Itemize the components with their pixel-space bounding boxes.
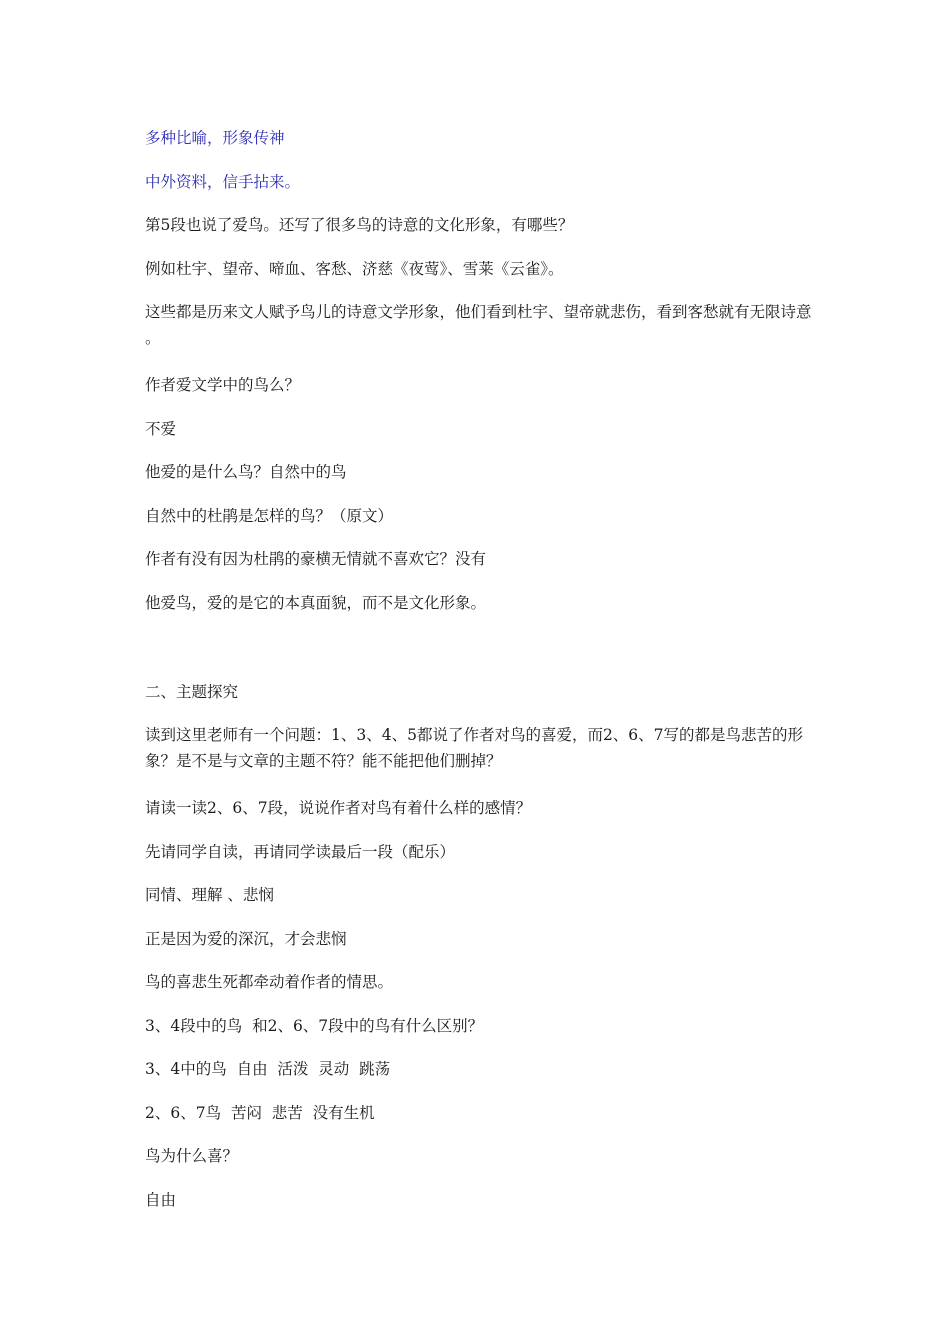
paragraph-10: 作者有没有因为杜鹃的豪横无情就不喜欢它？没有 (145, 550, 487, 568)
paragraph-16: 同情、理解 、悲悯 (145, 886, 274, 904)
paragraph-20: 3、4中的鸟 自由 活泼 灵动 跳荡 (145, 1060, 391, 1078)
paragraph-14: 请读一读2、6、7段，说说作者对鸟有着什么样的感情？ (145, 799, 532, 817)
paragraph-8: 他爱的是什么鸟？自然中的鸟 (145, 463, 347, 481)
paragraph-5: 这些都是历来文人赋予鸟儿的诗意文学形象，他们看到杜宇、望帝就悲伤，看到客愁就有无限诗意 。 (145, 303, 817, 347)
paragraph-13: 读到这里老师有一个问题：1、3、4、5都说了作者对鸟的喜爱，而2、6、7写的都是鸟悲苦的形象？是不是与文章的主题不符？能不能把他们删掉？ (145, 726, 804, 770)
paragraph-18: 鸟的喜悲生死都牵动着作者的情思。 (145, 973, 394, 991)
paragraph-7: 不爱 (145, 420, 177, 438)
paragraph-22: 鸟为什么喜？ (145, 1147, 239, 1165)
paragraph-6: 作者爱文学中的鸟么？ (145, 376, 301, 394)
section-heading: 二、主题探究 (145, 683, 239, 701)
paragraph-1: 多种比喻，形象传神 (145, 129, 285, 147)
paragraph-9: 自然中的杜鹃是怎样的鸟？（原文） (145, 507, 394, 525)
paragraph-17: 正是因为爱的深沉，才会悲悯 (145, 930, 347, 948)
paragraph-3: 第5段也说了爱鸟。还写了很多鸟的诗意的文化形象，有哪些？ (145, 216, 574, 234)
paragraph-11: 他爱鸟，爱的是它的本真面貌，而不是文化形象。 (145, 594, 487, 612)
paragraph-19: 3、4段中的鸟 和2、6、7段中的鸟有什么区别？ (145, 1017, 484, 1035)
paragraph-15: 先请同学自读，再请同学读最后一段（配乐） (145, 843, 456, 861)
paragraph-23: 自由 (145, 1191, 177, 1209)
paragraph-4: 例如杜宇、望帝、啼血、客愁、济慈《夜莺》、雪莱《云雀》。 (145, 260, 564, 278)
paragraph-2: 中外资料，信手拈来。 (145, 173, 301, 191)
paragraph-21: 2、6、7鸟 苦闷 悲苦 没有生机 (145, 1104, 375, 1122)
